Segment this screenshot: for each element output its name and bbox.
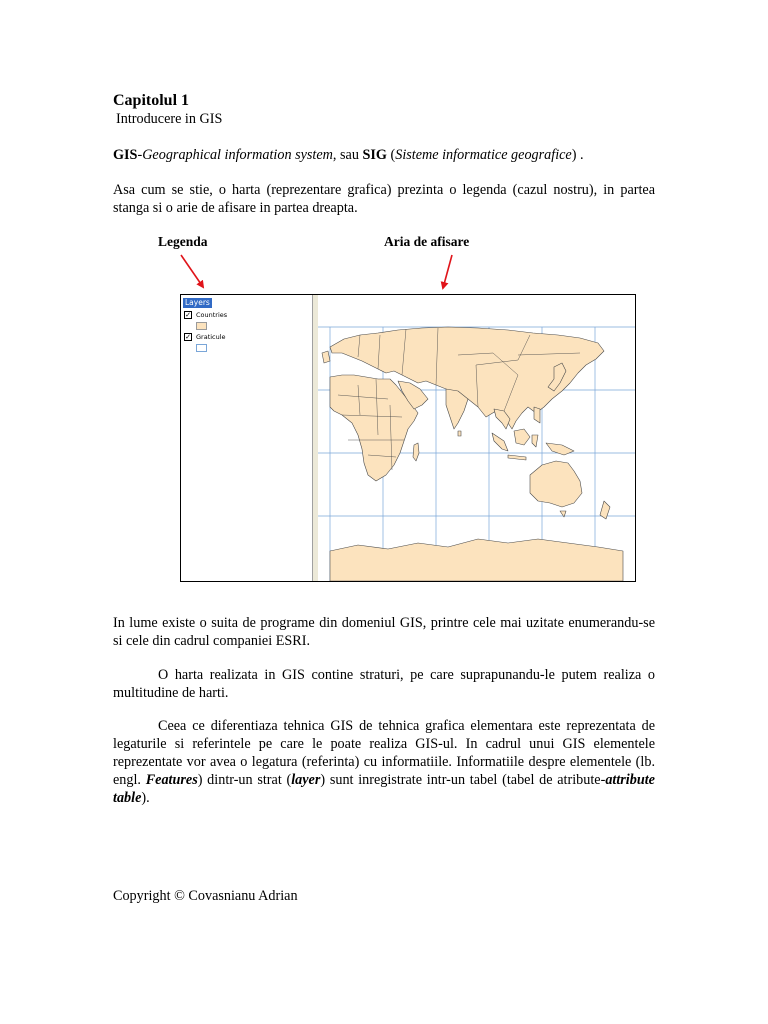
madagascar — [413, 443, 419, 461]
def-open: ( — [386, 147, 396, 163]
graticule-layer-label[interactable]: Graticule — [196, 333, 226, 341]
map-display-area[interactable] — [318, 295, 635, 581]
chapter-title: Capitolul 1 — [113, 92, 190, 109]
intro-paragraph: Asa cum se stie, o harta (reprezentare grafica) prezinta o legenda (cazul nostru), in partea stanga si o arie de afisare in partea dreapta. — [113, 182, 655, 216]
def-close: ) . — [571, 147, 584, 163]
sig-abbr: SIG — [362, 147, 387, 163]
country-polygons — [322, 327, 623, 581]
layer-term: layer — [291, 772, 321, 788]
display-area-caption: Aria de afisare — [384, 234, 470, 249]
gis-screenshot-figure — [180, 294, 636, 582]
display-area-arrow — [443, 255, 452, 288]
layers-header[interactable]: Layers — [185, 298, 210, 307]
legend-caption: Legenda — [158, 234, 208, 249]
chapter-subtitle: Introducere in GIS — [116, 111, 223, 127]
gis-abbr: GIS — [113, 147, 138, 163]
para4-part4: ). — [141, 790, 150, 806]
world-map — [318, 295, 635, 581]
attribute-table-paragraph — [113, 717, 655, 807]
legend-arrow — [181, 255, 203, 287]
antarctica-landmass — [330, 539, 623, 581]
sulawesi — [532, 435, 538, 447]
layers-paragraph: O harta realizata in GIS contine straturi, pe care suprapunandu-le putem realiza o multitudine de harti. — [113, 667, 655, 701]
java — [508, 455, 526, 460]
borneo — [514, 429, 530, 445]
para4-part2: ) dintr-un strat ( — [197, 772, 292, 788]
gis-full-name: Geographical information system — [142, 147, 333, 163]
countries-symbol[interactable] — [196, 322, 207, 330]
features-term: Features — [145, 772, 198, 788]
copyright-footer: Copyright © Covasnianu Adrian — [113, 888, 298, 904]
graticule-symbol[interactable] — [196, 344, 207, 352]
def-sep2: , sau — [332, 147, 363, 163]
sri-lanka — [458, 431, 461, 436]
sumatra — [492, 433, 508, 451]
philippines — [534, 407, 540, 423]
attribute-table-term: attribute table — [113, 772, 655, 806]
para4-part3: ) sunt inregistrate intr-un tabel (tabel de atribute- — [320, 772, 606, 788]
def-sep1: - — [137, 147, 143, 163]
countries-checkbox[interactable]: ✓ — [185, 311, 191, 319]
table-of-contents-panel — [181, 295, 312, 581]
esri-paragraph: In lume existe o suita de programe din domeniul GIS, printre cele mai uzitate enumerandu-se si cele din cadrul companiei ESRI. — [113, 615, 655, 649]
uk-ireland — [322, 351, 330, 363]
graticule-checkbox[interactable]: ✓ — [185, 333, 191, 341]
australia-landmass — [530, 461, 582, 507]
sig-full-name: Sisteme informatice geografice — [395, 147, 572, 163]
para4-part1: Ceea ce diferentiaza tehnica GIS de tehnica grafica elementara este reprezentata de legaturile si referintele pe care le poate realiza GIS-ul. In cadrul unui GIS elementele reprezentate vor avea o legatura (referinta) cu informatiile. Informatiile despre elementele (lb. engl. — [113, 718, 655, 788]
countries-layer-label[interactable]: Countries — [196, 311, 228, 319]
